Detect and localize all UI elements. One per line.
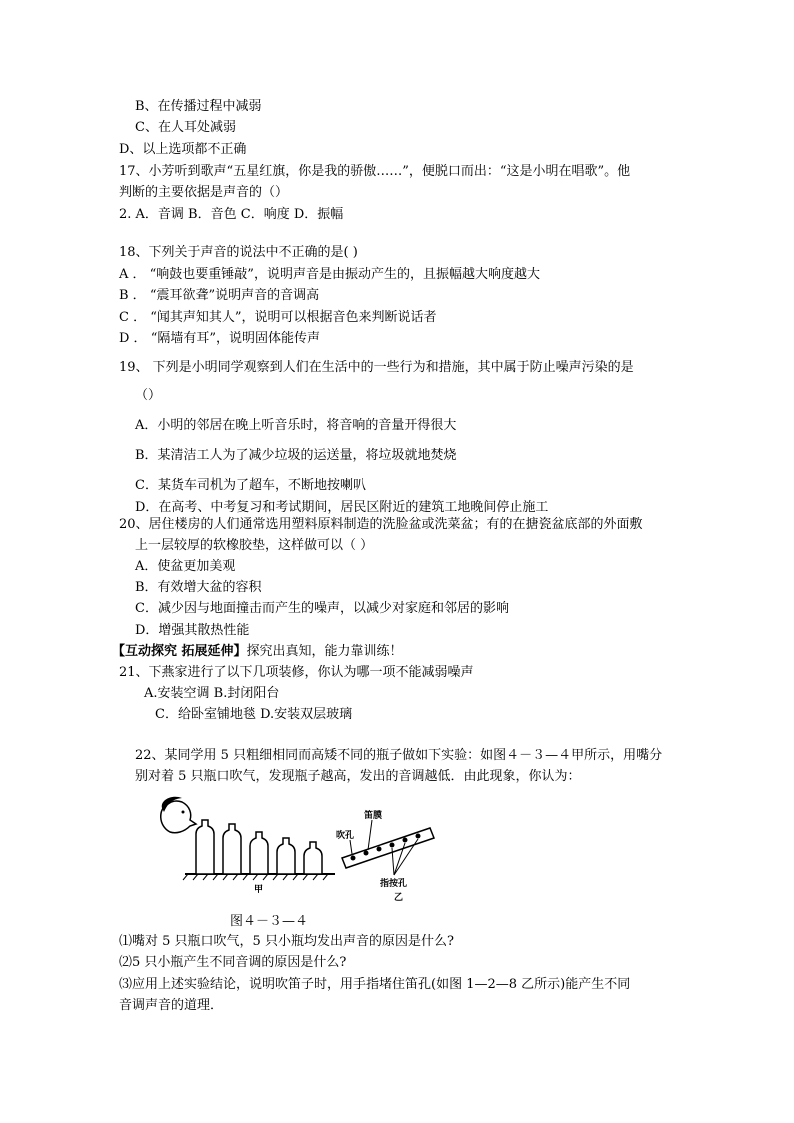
q21-options-cd: C．给卧室铺地毯 D.安装双层玻璃 (155, 707, 353, 722)
q20-option-b: B．有效增大盆的容积 (135, 580, 262, 595)
q16-option-b: B、在传播过程中减弱 (135, 99, 262, 114)
q19-option-b: B．某清洁工人为了减少垃圾的运送量，将垃圾就地焚烧 (135, 448, 457, 463)
q18-option-d: D ． “隔墙有耳”，说明固体能传声 (119, 331, 320, 346)
q20-stem-line2: 上一层较厚的软橡胶垫，这样做可以（ ） (135, 538, 374, 553)
q22-stem-line1: 22、某同学用 5 只粗细相同而高矮不同的瓶子做如下实验：如图４－３—４甲所示，用嘴分 (135, 748, 663, 763)
q19-option-a: A．小明的邻居在晚上听音乐时，将音响的音量开得很大 (135, 418, 457, 433)
bottles-and-flute-figure (150, 790, 450, 905)
q16-option-c: C、在人耳处减弱 (135, 120, 236, 135)
bottle-1 (196, 820, 214, 874)
q22-sub3-line1: ⑶应用上述实验结论，说明吹笛子时，用手指堵住笛孔(如图 1—2—8 乙所示)能产生不同 (119, 977, 631, 992)
label-jia: 甲 (254, 885, 264, 895)
q22-sub2: ⑵5 只小瓶产生不同音调的原因是什么? (119, 955, 347, 970)
bottle-5 (304, 842, 322, 874)
q17-stem-line2: 判断的主要依据是声音的（） (119, 185, 289, 200)
bottle-2 (223, 824, 241, 874)
q17-stem-line1: 17、小芳听到歌声“五星红旗，你是我的骄傲……”，便脱口而出：“这是小明在唱歌”。他 (119, 164, 631, 179)
q22-sub3-line2: 音调声音的道理． (119, 998, 224, 1013)
section-heading (112, 644, 403, 660)
flute-icon (342, 820, 434, 875)
section-subtitle: 探究出真知，能力靠训练！ (246, 644, 403, 659)
q18-option-b: B ． “震耳欲聋”说明声音的音调高 (119, 288, 320, 303)
label-yi: 乙 (394, 893, 404, 903)
q20-option-c: C．减少因与地面撞击而产生的噪声，以减少对家庭和邻居的影响 (135, 601, 509, 616)
label-finger-holes: 指按孔 (380, 879, 408, 889)
bottle-4 (277, 838, 295, 874)
blowing-face-icon (161, 797, 196, 833)
q20-stem-line1: 20、居住楼房的人们通常选用塑料原料制造的洗脸盆或洗菜盆；有的在搪瓷盆底部的外面敷 (119, 517, 643, 532)
q17-options: 2. A．音调 B．音色 C．响度 D．振幅 (119, 207, 344, 222)
q22-sub1: ⑴嘴对 5 只瓶口吹气，5 只小瓶均发出声音的原因是什么? (119, 934, 454, 949)
q19-option-d: D．在高考、中考复习和考试期间，居民区附近的建筑工地晚间停止施工 (135, 500, 549, 515)
figure-caption: 图４－３—４ (230, 914, 309, 929)
q21-options-ab: A.安装空调 B.封闭阳台 (144, 686, 280, 701)
q18-option-a: A ． “响鼓也要重锤敲”，说明声音是由振动产生的，且振幅越大响度越大 (119, 267, 540, 282)
label-blow-hole: 吹孔 (336, 831, 355, 841)
q19-option-c: C．某货车司机为了超车，不断地按喇叭 (135, 478, 366, 493)
q18-stem: 18、下列关于声音的说法中不正确的是( ) (119, 245, 358, 260)
section-title: 【互动探究 拓展延伸】 (112, 644, 247, 659)
q20-option-d: D．增强其散热性能 (135, 623, 250, 638)
q22-stem-line2: 别对着 5 只瓶口吹气，发现瓶子越高，发出的音调越低．由此现象，你认为： (135, 769, 581, 784)
q16-option-d: D、以上选项都不正确 (119, 142, 247, 157)
q19-answer-paren: （） (135, 388, 162, 403)
q21-stem: 21、下燕家进行了以下几项装修，你认为哪一项不能减弱噪声 (119, 665, 474, 680)
label-flute-membrane: 笛膜 (364, 811, 383, 821)
q19-stem: 19、 下列是小明同学观察到人们在生活中的一些行为和措施，其中属于防止噪声污染的是 (119, 360, 634, 375)
q18-option-c: C ． “闻其声知其人”，说明可以根据音色来判断说话者 (119, 310, 437, 325)
bottle-3 (250, 832, 268, 874)
q20-option-a: A．使盆更加美观 (135, 559, 236, 574)
